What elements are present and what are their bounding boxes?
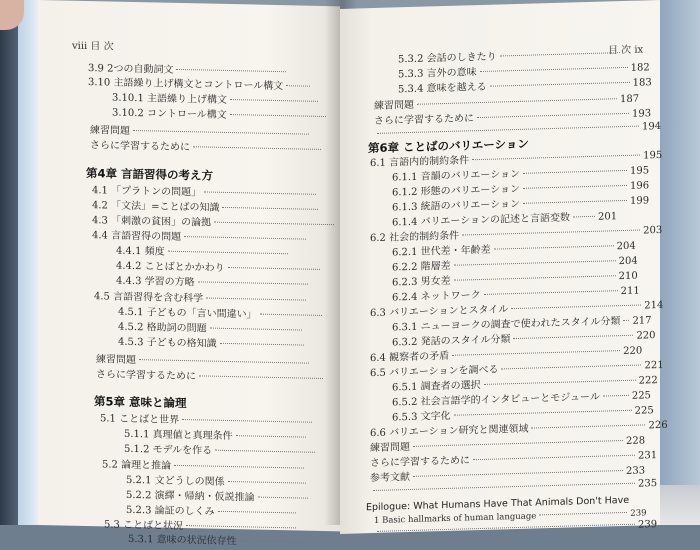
toc-entry: 6.2.4 ネットワーク 211: [392, 285, 640, 304]
toc-entry: 6.5.2 社会言語学的インタビューとモジュール 225: [392, 390, 651, 409]
toc-entry: 6.5 バリエーションを調べる 221: [370, 359, 664, 380]
toc-entry: 6.2.2 階層差 204: [392, 255, 638, 274]
toc-entry: 3.10 主語繰り上げ構文とコントロール構文: [88, 77, 313, 94]
toc-entry: 6.5.1 調査者の選択 222: [392, 375, 658, 394]
background-right: [660, 0, 700, 525]
toc-entry: 5.2 論理と推論: [102, 459, 307, 475]
toc-entry: さらに学習するために: [96, 369, 326, 386]
toc-entry: 5.1 ことばと世界: [100, 413, 315, 430]
toc-entry: 5.3.2 会話のしきたり: [398, 48, 623, 66]
toc-entry: 練習問題: [96, 354, 312, 371]
right-running-head: 目 次 ix: [608, 44, 644, 57]
toc-entry: 6.3 バリエーションとスタイル 214: [370, 299, 664, 320]
toc-entry: 239: [374, 519, 657, 539]
toc-entry: 6.3.2 発話のスタイル分類 220: [392, 330, 656, 349]
toc-entry: 3.10.2 コントロール構文: [112, 108, 329, 125]
left-page: [38, 0, 340, 548]
toc-entry: 4.4.1 頻度: [116, 246, 291, 262]
left-running-head: viii 目 次: [72, 40, 114, 53]
book-cover-edge: [18, 0, 38, 525]
toc-entry: 4.4.3 学習の方略: [116, 276, 311, 292]
toc-entry: 参考文献233: [370, 465, 646, 485]
toc-entry: 3.9 2つの自動詞文: [88, 63, 289, 79]
toc-entry: 6.4 観察者の矛盾 220: [370, 345, 643, 365]
toc-entry: 5.3 ことばと状況: [104, 519, 299, 535]
toc-entry: 6.1 言語内的制約条件 195: [370, 149, 663, 170]
toc-entry: 4.1 「プラトンの問題」: [92, 185, 319, 202]
epilogue-heading: Epilogue: What Humans Have That Animals Don't Have: [366, 494, 630, 514]
toc-entry: 6.2.3 男女差 210: [392, 270, 638, 289]
toc-entry: 5.2.3 論証のしくみ: [126, 505, 299, 521]
toc-entry: 6.2.1 世代差・年齢差 204: [392, 240, 636, 259]
toc-entry: 5.3.4 意味を越える 183: [398, 77, 652, 96]
toc-entry: 4.3 「刺激の貧困」の論拠: [92, 215, 337, 232]
right-page: [340, 0, 668, 534]
chapter-heading: 第6章 ことばのバリエーション: [368, 136, 529, 156]
toc-entry: 4.5 言語習得を含む科学: [94, 291, 309, 308]
toc-entry: 5.3.3 言外の意味 182: [398, 62, 650, 81]
toc-entry: 6.1.4 バリエーションの記述と言語変数 201: [392, 211, 618, 229]
toc-entry: 4.5.1 子どもの「言い間違い」: [118, 307, 325, 323]
toc-entry: 練習問題: [90, 125, 312, 142]
toc-entry: 5.1.1 真理値と真理条件: [124, 429, 309, 445]
toc-entry: 6.6 バリエーション研究と関連領域 226: [370, 419, 668, 440]
toc-entry: 4.4 言語習得の問題: [92, 230, 309, 247]
toc-entry: 4.5.2 格助詞の問題: [118, 322, 305, 338]
toc-entry: 4.2 「文法」=ことばの知識: [92, 200, 321, 217]
toc-entry: 5.1.2 モデルを作る: [124, 444, 318, 460]
toc-entry: さらに学習するために 231: [370, 450, 658, 470]
toc-entry: さらに学習するために 193: [374, 108, 652, 127]
toc-entry: 6.5.3 文字化 225: [392, 405, 654, 424]
toc-entry: 1 Basic hallmarks of human language 239: [374, 508, 647, 526]
toc-entry: 6.1.3 統語のバリエーション 199: [392, 195, 650, 214]
toc-entry: 6.1.1 音韻のバリエーション 195: [392, 165, 650, 184]
toc-entry: 6.1.2 形態のバリエーション 196: [392, 180, 650, 199]
toc-entry: 練習問題187: [374, 93, 640, 112]
toc-entry: 235: [370, 478, 657, 498]
chapter-heading: 第5章 意味と論理: [94, 394, 187, 411]
toc-entry: 練習問題228: [370, 435, 646, 455]
toc-entry: 6.2 社会的制約条件 203: [370, 224, 663, 245]
chapter-heading: 第4章 言語習得の考え方: [86, 166, 214, 183]
toc-entry: 4.5.3 子どもの格知識: [118, 337, 307, 353]
toc-entry: 6.3.1 ニューヨークの調査で使われたスタイル分類 217: [392, 315, 652, 334]
toc-entry: 5.2.1 文どうしの関係: [126, 475, 309, 491]
toc-entry: 3.10.1 主語繰り上げ構文: [112, 93, 321, 109]
toc-entry: 5.2.2 演繹・帰納・仮説推論: [126, 490, 311, 506]
toc-entry: 194: [374, 121, 661, 141]
toc-entry: 5.3.1 意味の状況依存性: [128, 534, 313, 550]
toc-entry: さらに学習するために: [90, 140, 324, 157]
toc-entry: 4.4.2 ことばとかかわり: [116, 261, 323, 277]
